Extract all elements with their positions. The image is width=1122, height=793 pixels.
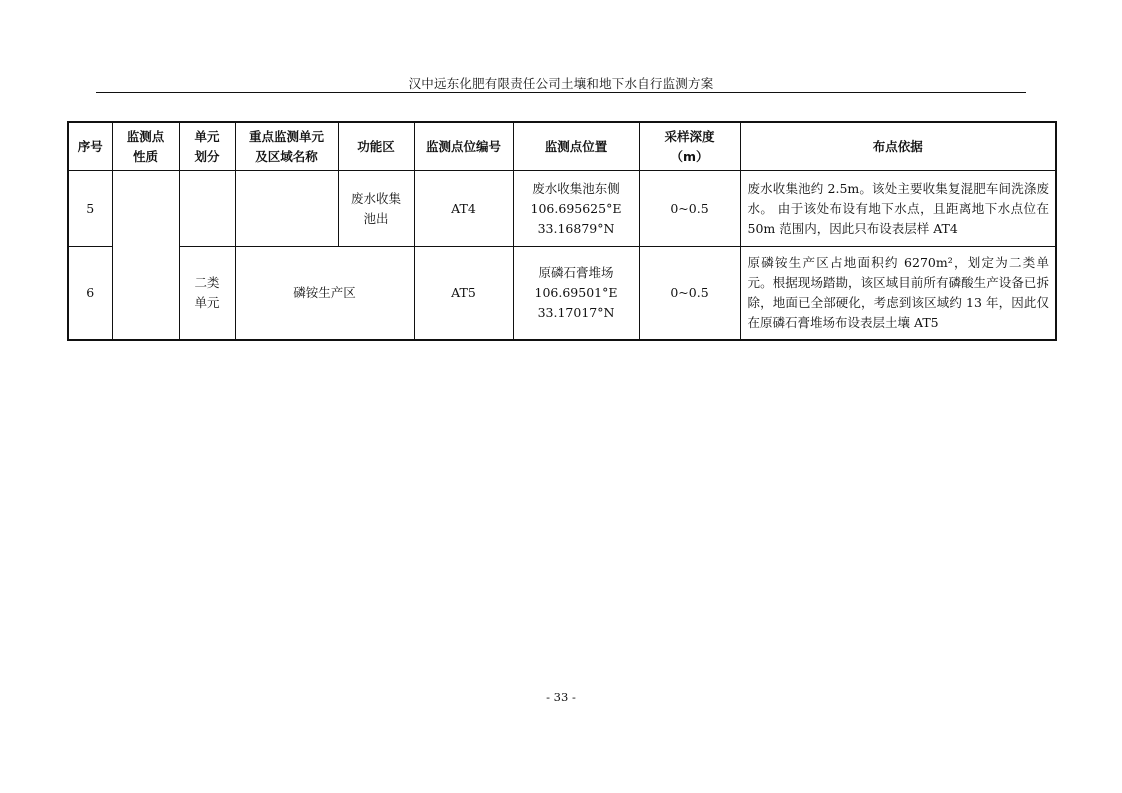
page-number: - 33 -: [546, 690, 576, 704]
monitoring-table: [67, 121, 1057, 341]
cell-point-code: AT5: [414, 247, 513, 341]
cell-location-name: 原磷石膏堆场: [538, 265, 614, 280]
col-header-depth: [639, 122, 740, 171]
cell-nature: [112, 171, 179, 341]
cell-point-code: AT4: [414, 171, 513, 247]
cell-location-name: 废水收集池东侧: [532, 180, 620, 196]
col-header-nature: [112, 122, 179, 171]
col-header-nature-line2: 性质: [132, 148, 158, 164]
cell-location: [513, 247, 639, 341]
cell-key-unit: [235, 171, 338, 247]
col-header-key-unit-line1: 重点监测单元: [248, 128, 324, 144]
cell-function: [338, 171, 414, 247]
page-header: 汉中远东化肥有限责任公司土壤和地下水自行监测方案: [408, 76, 714, 91]
cell-key-unit-function: 磷铵生产区: [235, 247, 414, 341]
col-header-depth-line1: 采样深度: [664, 128, 715, 144]
table-row: [68, 247, 1056, 341]
cell-unit-line2: 单元: [194, 295, 220, 310]
cell-seq: 5: [68, 171, 112, 247]
col-header-nature-line1: 监测点: [126, 128, 165, 144]
cell-basis: 废水收集池约 2.5m。该处主要收集复混肥车间洗涤废水。 由于该处布设有地下水点，且距离地下水点位在 50m 范围内，因此只布设表层样 AT4: [740, 171, 1056, 247]
col-header-unit-line1: 单元: [194, 128, 220, 144]
cell-basis: 原磷铵生产区占地面积约 6270m²，划定为二类单元。根据现场踏勘，该区域目前所有磷酸生产设备已拆除，地面已全部硬化，考虑到该区域约 13 年，因此仅在原磷石膏堆场布设表层土壤 AT5: [740, 247, 1056, 341]
cell-depth: 0~0.5: [639, 247, 740, 341]
cell-unit: [179, 247, 235, 341]
table-header-row: [68, 122, 1056, 171]
col-header-key-unit: [235, 122, 338, 171]
cell-seq: 6: [68, 247, 112, 341]
table-row: [68, 171, 1056, 247]
cell-unit: [179, 171, 235, 247]
cell-location-lat: 33.16879°N: [537, 220, 615, 236]
cell-location-lat: 33.17017°N: [537, 305, 615, 320]
col-header-basis: 布点依据: [740, 122, 1056, 171]
col-header-point-code: 监测点位编号: [414, 122, 513, 171]
cell-location: [513, 171, 639, 247]
col-header-seq: 序号: [68, 122, 112, 171]
col-header-unit: [179, 122, 235, 171]
cell-unit-line1: 二类: [194, 275, 220, 290]
cell-function-line1: 废水收集: [350, 190, 401, 206]
cell-function-line2: 池出: [363, 210, 389, 226]
cell-depth: 0~0.5: [639, 171, 740, 247]
col-header-depth-line2: （m）: [670, 148, 709, 164]
col-header-key-unit-line2: 及区域名称: [255, 148, 318, 164]
col-header-function: 功能区: [338, 122, 414, 171]
header-rule: [96, 92, 1026, 93]
col-header-location: 监测点位置: [513, 122, 639, 171]
cell-location-lon: 106.695625°E: [530, 200, 622, 216]
col-header-unit-line2: 划分: [194, 148, 220, 164]
cell-location-lon: 106.69501°E: [534, 285, 618, 300]
